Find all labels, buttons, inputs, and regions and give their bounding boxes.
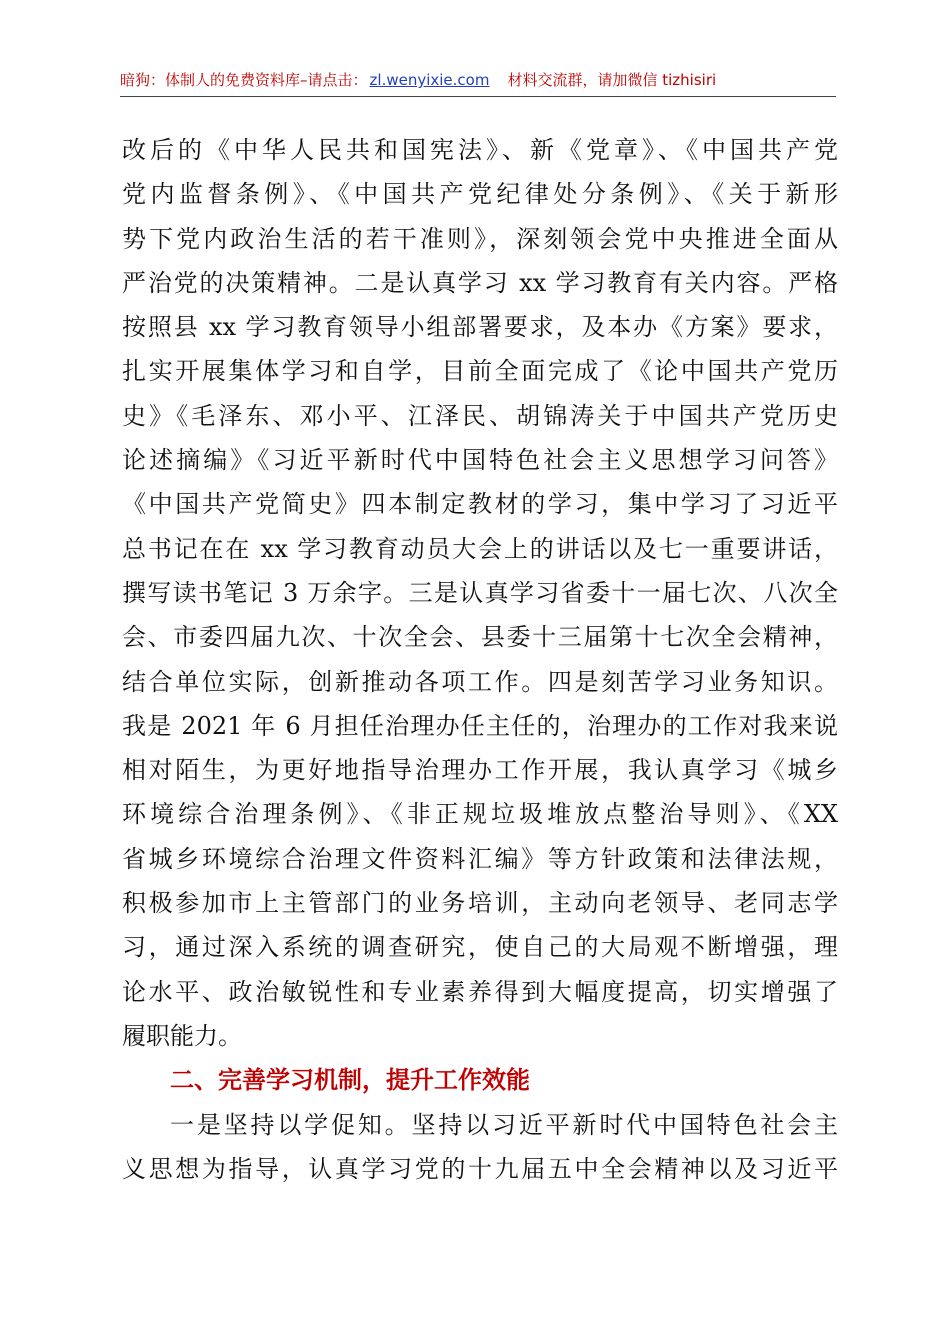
text-line: 史》《毛泽东、邓小平、江泽民、胡锦涛关于中国共产党历史 (122, 401, 838, 430)
text-line: 势下党内政治生活的若干准则》，深刻领会党中央推进全面从 (122, 224, 838, 253)
page-header (120, 66, 836, 97)
text-line: 改后的《中华人民共和国宪法》、新《党章》、《中国共产党 (122, 136, 838, 164)
section-heading: 二、完善学习机制，提升工作效能 (170, 1066, 530, 1095)
text-line: 省城乡环境综合治理文件资料汇编》等方针政策和法律法规， (122, 844, 838, 873)
paragraph-2 (122, 1103, 838, 1192)
text-line: 扎实开展集体学习和自学，目前全面完成了《论中国共产党历 (122, 357, 838, 386)
text-line: 论水平、政治敏锐性和专业素养得到大幅度提高，切实增强了 (122, 977, 838, 1006)
text-line: 《中国共产党简史》四本制定教材的学习，集中学习了习近平 (122, 490, 838, 519)
text-line: 积极参加市上主管部门的业务培训，主动向老领导、老同志学 (122, 889, 838, 918)
text-line: 会、市委四届九次、十次全会、县委十三届第十七次全会精神， (122, 623, 838, 652)
text-line: 党内监督条例》、《中国共产党纪律处分条例》、《关于新形 (122, 180, 838, 209)
text-line: 严治党的决策精神。二是认真学习 xx 学习教育有关内容。严格 (122, 268, 838, 297)
text-line: 结合单位实际，创新推动各项工作。四是刻苦学习业务知识。 (122, 667, 838, 696)
text-line: 一是坚持以学促知。坚持以习近平新时代中国特色社会主 (170, 1110, 838, 1139)
paragraph-1 (122, 128, 838, 1058)
text-line: 我是 2021 年 6 月担任治理办任主任的，治理办的工作对我来说 (122, 711, 838, 740)
text-line: 义思想为指导，认真学习党的十九届五中全会精神以及习近平 (122, 1154, 838, 1183)
text-line: 撰写读书笔记 3 万余字。三是认真学习省委十一届七次、八次全 (122, 578, 838, 607)
header-brand: 暗狗：体制人的免费资料库 (120, 71, 301, 89)
header-prompt: –请点击： (300, 71, 368, 89)
header-contact: 材料交流群，请加微信 tizhisiri (507, 71, 717, 89)
text-line: 环境综合治理条例》、《非正规垃圾堆放点整治导则》、《XX (122, 800, 838, 829)
text-line: 按照县 xx 学习教育领导小组部署要求，及本办《方案》要求， (122, 313, 838, 342)
text-line: 习，通过深入系统的调查研究，使自己的大局观不断增强，理 (122, 933, 838, 962)
text-line: 相对陌生，为更好地指导治理办工作开展，我认真学习《城乡 (122, 756, 838, 785)
header-link[interactable]: zl.wenyixie.com (369, 71, 490, 89)
text-line: 论述摘编》《习近平新时代中国特色社会主义思想学习问答》 (122, 446, 838, 475)
text-line: 总书记在在 xx 学习教育动员大会上的讲话以及七一重要讲话， (122, 534, 838, 563)
document-body (122, 128, 838, 1191)
text-line: 履职能力。 (122, 1021, 242, 1050)
